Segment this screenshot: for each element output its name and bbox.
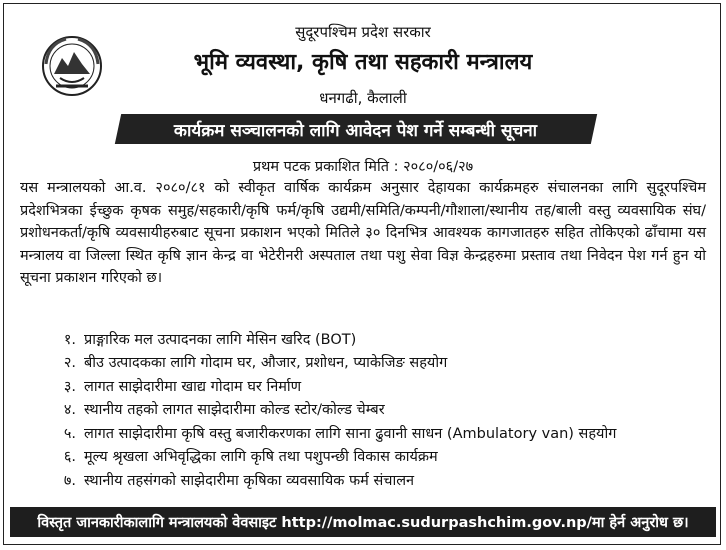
item-number: १.: [63, 331, 76, 348]
list-item: [20, 445, 706, 469]
list-item: [20, 351, 706, 375]
list-item: [20, 374, 706, 398]
list-item: [20, 327, 706, 351]
ministry-name: भूमि व्यवस्था, कृषि तथा सहकारी मन्त्रालय: [193, 50, 533, 75]
item-number: ६.: [63, 449, 76, 466]
list-item: [20, 421, 706, 445]
item-text: बीउ उत्पादकका लागि गोदाम घर, औजार, प्रशोधन, प्याकेजिङ सहयोग: [84, 355, 448, 372]
item-number: ७.: [63, 472, 76, 489]
ministry-location: धनगढी, कैलाली: [319, 89, 407, 107]
item-text: प्राङ्गारिक मल उत्पादनका लागि मेसिन खरिद (BOT): [84, 331, 357, 348]
item-number: ५.: [63, 425, 76, 442]
program-list: [20, 327, 706, 492]
item-number: ३.: [63, 378, 76, 395]
list-item: [20, 398, 706, 422]
item-number: २.: [63, 355, 76, 372]
item-number: ४.: [63, 402, 76, 419]
item-text: लागत साझेदारीमा कृषि वस्तु बजारीकरणका लागि साना ढुवानी साधन (Ambulatory van) सहयोग: [84, 425, 617, 442]
list-item: [20, 468, 706, 492]
published-date: प्रथम पटक प्रकाशित मिति : २०८०/०६/२७: [252, 159, 474, 175]
item-text: लागत साझेदारीमा खाद्य गोदाम घर निर्माण: [84, 378, 302, 395]
item-text: स्थानीय तहसंगको साझेदारीमा कृषिका व्यवसायिक फर्म संचालन: [84, 472, 415, 489]
item-text: स्थानीय तहको लागत साझेदारीमा कोल्ड स्टोर/कोल्ड चेम्बर: [84, 402, 385, 419]
government-name: सुदूरपश्चिम प्रदेश सरकार: [295, 23, 431, 41]
notice-title: कार्यक्रम सञ्चालनको लागि आवेदन पेश गर्ने सम्बन्धी सूचना: [174, 120, 538, 141]
footer-website-notice: विस्तृत जानकारीकालागि मन्त्रालयको वेवसाइट http://molmac.sudurpashchim.gov.np/मा हेर्न अनुरोध छ।: [10, 507, 716, 537]
notice-paragraph: यस मन्त्रालयको आ.व. २०८०/८१ को स्वीकृत वार्षिक कार्यक्रम अनुसार देहायका कार्यक्रमहरु संचालनका लागि सुदूरपश्चिम प्रदेशभित्रका ईच्छुक कृषक समुह/सहकारी/कृषि फर्म/कृषि उद्यमी/समिति/कम्पनी/गौशाला/स्थानीय तह/बाली वस्तु व्यवसायिक संघ/प्रशोधनकर्ता/कृषि व्यवसायीहरुबाट सूचना प्रकाशन भएको मितिले ३० दिनभित्र आवश्यक कागजातहरु सहित तोकिएको ढाँचामा यस मन्त्रालय वा जिल्ला स्थित कृषि ज्ञान केन्द्र वा भेटेरीनरी अस्पताल तथा पशु सेवा विज्ञ केन्द्रहरुमा प्रस्ताव तथा निवेदन पेश गर्न हुन यो सूचना प्रकाशन गरिएको छ।: [20, 180, 706, 286]
item-text: मूल्य श्रृखला अभिवृद्धिका लागि कृषि तथा पशुपन्छी विकास कार्यक्रम: [84, 449, 438, 466]
notice-title-banner: [115, 114, 597, 144]
